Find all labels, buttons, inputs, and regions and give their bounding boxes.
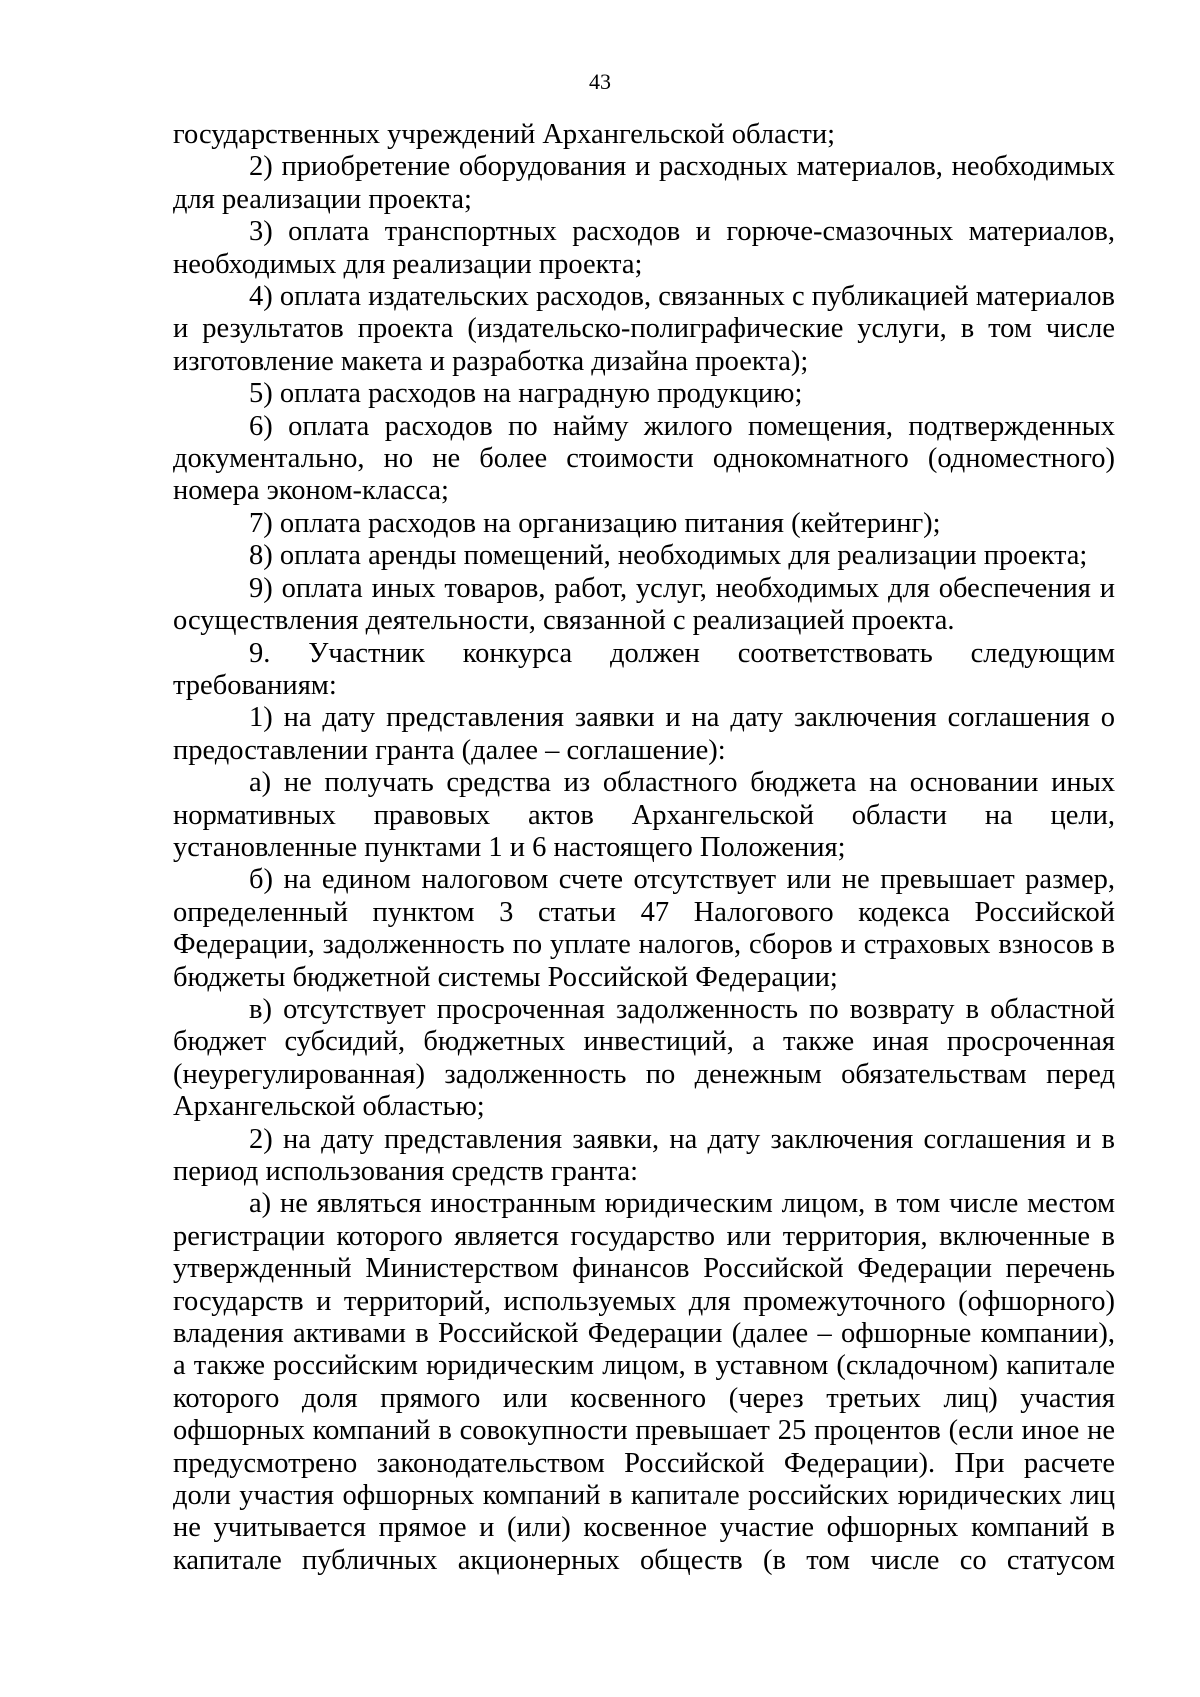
paragraph-item-9: 9) оплата иных товаров, работ, услуг, необходимых для обеспечения и осуществления деятельности, связанной с реализацией проекта. — [173, 572, 1115, 637]
document-body — [173, 119, 1115, 1577]
page-number: 43 — [589, 69, 611, 94]
section-9-heading: 9. Участник конкурса должен соответствовать следующим требованиям: — [173, 637, 1115, 701]
paragraph-continuation: государственных учреждений Архангельской области; — [173, 119, 835, 150]
paragraph-item-2: 2) приобретение оборудования и расходных материалов, необходимых для реализации проекта; — [173, 151, 1115, 215]
paragraph-item-8: 8) оплата аренды помещений, необходимых для реализации проекта; — [249, 540, 1088, 572]
requirement-1: 1) на дату представления заявки и на дату заключения соглашения о предоставлении гранта (далее – соглашение): — [173, 702, 1115, 766]
requirement-1-a: а) не получать средства из областного бюджета на основании иных нормативных правовых актов Архангельской области на цели, установленные пунктами 1 и 6 настоящего Положения; — [173, 767, 1115, 863]
paragraph-item-6: 6) оплата расходов по найму жилого помещения, подтвержденных документально, но не более стоимости однокомнатного (одноместного) номера эконом-класса; — [173, 410, 1115, 507]
requirement-1-b: б) на едином налоговом счете отсутствует или не превышает размер, определенный пунктом 3 статьи 47 Налогового кодекса Российской Федерации, задолженность по уплате налогов, сборов и страховых взносов в бюджеты бюджетной системы Российской Федерации; — [173, 864, 1115, 993]
requirement-2-a: а) не являться иностранным юридическим лицом, в том числе местом регистрации которого является государство или территория, включенные в утвержденный Министерством финансов Российской Федерации перечень государств и территорий, используемых для промежуточного (офшорного) владения активами в Российской Федерации (далее – офшорные компании), а также российским юридическим лицом, в уставном (складочном) капитале которого доля прямого или косвенного (через третьих лиц) участия офшорных компаний в совокупности превышает 25 процентов (если иное не предусмотрено законодательством Российской Федерации). При расчете доли участия офшорных компаний в капитале российских юридических лиц не учитывается прямое и (или) косвенное участие офшорных компаний в капитале публичных акционерных обществ (в том числе со статусом — [173, 1188, 1115, 1576]
requirement-2: 2) на дату представления заявки, на дату заключения соглашения и в период использования средств гранта: — [173, 1123, 1115, 1187]
paragraph-item-7: 7) оплата расходов на организацию питания (кейтеринг); — [249, 507, 941, 539]
paragraph-item-3: 3) оплата транспортных расходов и горюче-смазочных материалов, необходимых для реализации проекта; — [173, 216, 1115, 280]
paragraph-item-5: 5) оплата расходов на наградную продукцию; — [249, 378, 803, 410]
requirement-1-v: в) отсутствует просроченная задолженность по возврату в областной бюджет субсидий, бюджетных инвестиций, а также иная просроченная (неурегулированная) задолженность по денежным обязательствам перед Архангельской областью; — [173, 993, 1115, 1123]
paragraph-item-4: 4) оплата издательских расходов, связанных с публикацией материалов и результатов проекта (издательско-полиграфические услуги, в том числе изготовление макета и разработка дизайна проекта); — [173, 281, 1115, 377]
